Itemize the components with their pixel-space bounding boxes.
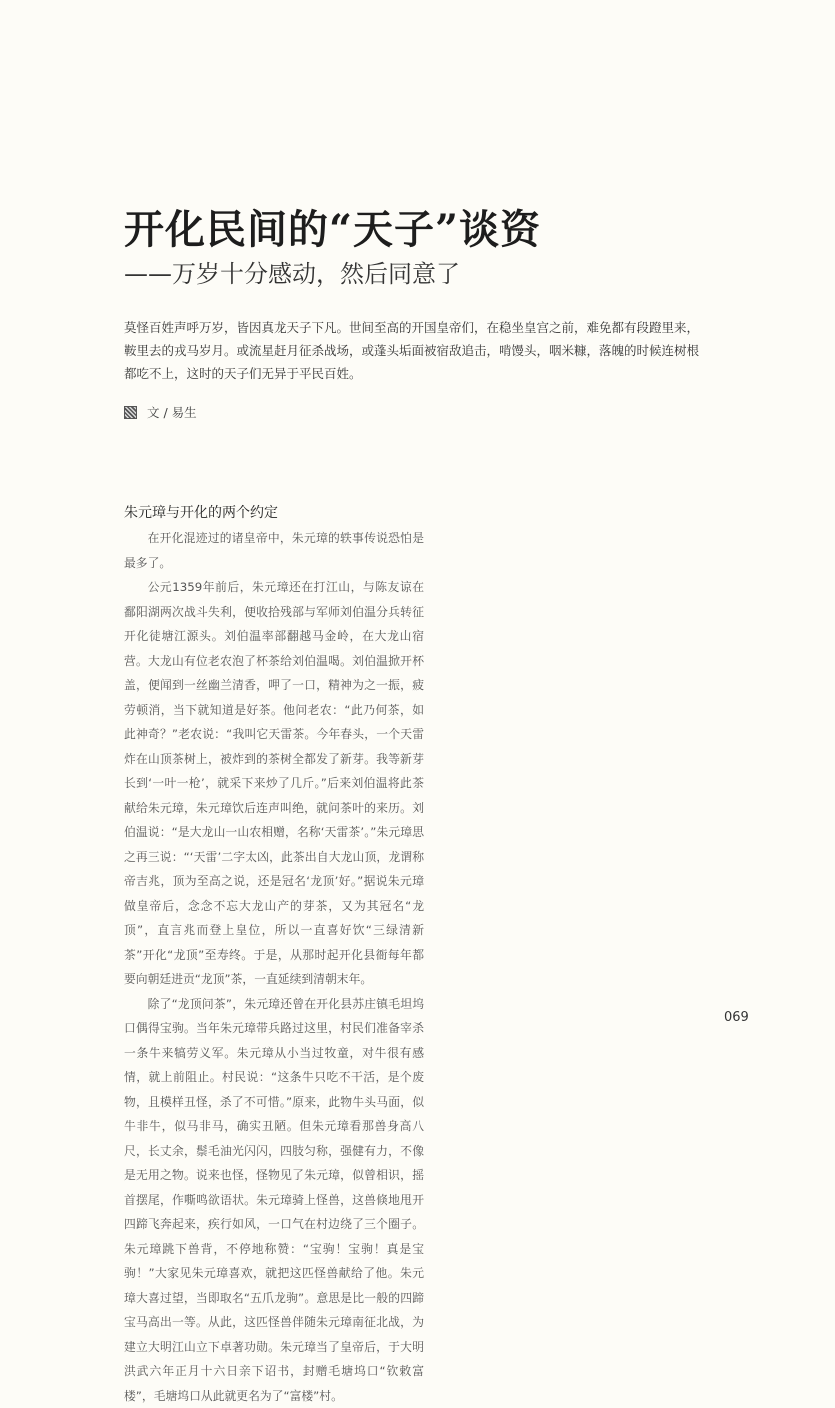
section-heading: 朱元璋与开化的两个约定 <box>124 500 424 526</box>
hatched-square-icon <box>124 406 137 419</box>
paragraph-part: 除了“龙顶问茶”，朱元璋还曾在开化县苏庄镇毛坦坞口偶得宝驹。当年朱元璋带兵路过这里，村民们准备宰杀一条牛来犒劳义军。朱元璋从小当过牧童，对牛很有感情，就上前阻止。村民说：“这条牛只吃不干活，是个废物，且模样丑怪，杀了不可惜。”原来，此物牛头马面，似牛非牛，似马非马，确实丑陋。但朱元璋看那兽身高八尺，长丈余，鬃毛油光闪闪，四肢匀称，强健有力，不像是无用之物。说来也怪，怪物见了朱元璋，似曾相识，摇首摆尾，作嘶鸣欲语状。朱元璋骑上怪兽，这兽倏地甩开四蹄飞奔起来，疾行如风，一口气在村边绕了三个圈子。朱元璋跳下兽背，不停地称赞：“宝驹！宝驹！真是宝驹！”大家见朱元璋喜欢，就把这匹怪兽献给了他。朱元璋大喜过望，当即取名“五爪龙驹”。意思是比一般的四蹄宝马高出一等。从此，这匹怪兽伴随朱元璋南征北战，为建立大明江山立下卓著功勋。朱元璋当了皇帝后，于大明洪武六年正月十六日亲下诏书，封赠毛塘坞口“钦敕富楼”，毛塘坞口从此就更名为了“富楼”村。 <box>124 997 424 1403</box>
column-left <box>124 500 424 1408</box>
paragraph: 在开化混迹过的诸皇帝中，朱元璋的轶事传说恐怕是最多了。 <box>124 526 424 575</box>
byline <box>124 403 197 421</box>
paragraph: 公元1359年前后，朱元璋还在打江山，与陈友谅在鄱阳湖两次战斗失利，便收拾残部与军师刘伯温分兵转征开化徒塘江源头。刘伯温率部翻越马金岭，在大龙山宿营。大龙山有位老农泡了杯茶给刘伯温喝。刘伯温掀开杯盖，便闻到一丝幽兰清香，呷了一口，精神为之一振，疲劳顿消，当下就知道是好茶。他问老农：“此乃何茶，如此神奇？”老农说：“我叫它天雷茶。今年春头，一个天雷炸在山顶茶树上，被炸到的茶树全都发了新芽。我等新芽长到‘一叶一枪’，就采下来炒了几斤。”后来刘伯温将此茶献给朱元璋，朱元璋饮后连声叫绝，就问茶叶的来历。刘伯温说：“是大龙山一山农相赠，名称‘天雷茶’。”朱元璋思之再三说：“‘天雷’二字太凶，此茶出自大龙山顶，龙谓称帝吉兆，顶为至高之说，还是冠名‘龙顶’好。”据说朱元璋做皇帝后，念念不忘大龙山产的芽茶，又为其冠名“龙顶”，直言兆而登上皇位，所以一直喜好饮“三绿清新茶”开化“龙顶”至寿终。于是，从那时起开化县衙每年都要向朝廷进贡“龙顶”茶，一直延续到清朝末年。 <box>124 575 424 992</box>
page-number: 069 <box>724 1010 749 1025</box>
paragraph-continued <box>124 992 424 1408</box>
byline-text: 文 / 易生 <box>147 403 197 421</box>
article-title: 开化民间的“天子”谈资 <box>124 198 541 255</box>
article-subtitle: ——万岁十分感动，然后同意了 <box>124 254 460 289</box>
article-intro: 莫怪百姓声呼万岁，皆因真龙天子下凡。世间至高的开国皇帝们，在稳坐皇宫之前，难免都有段蹬里来，鞍里去的戎马岁月。或流星赶月征杀战场，或蓬头垢面被宿敌追击，啃馒头，咽米糠，落魄的时候连树根都吃不上，这时的天子们无异于平民百姓。 <box>124 316 704 385</box>
